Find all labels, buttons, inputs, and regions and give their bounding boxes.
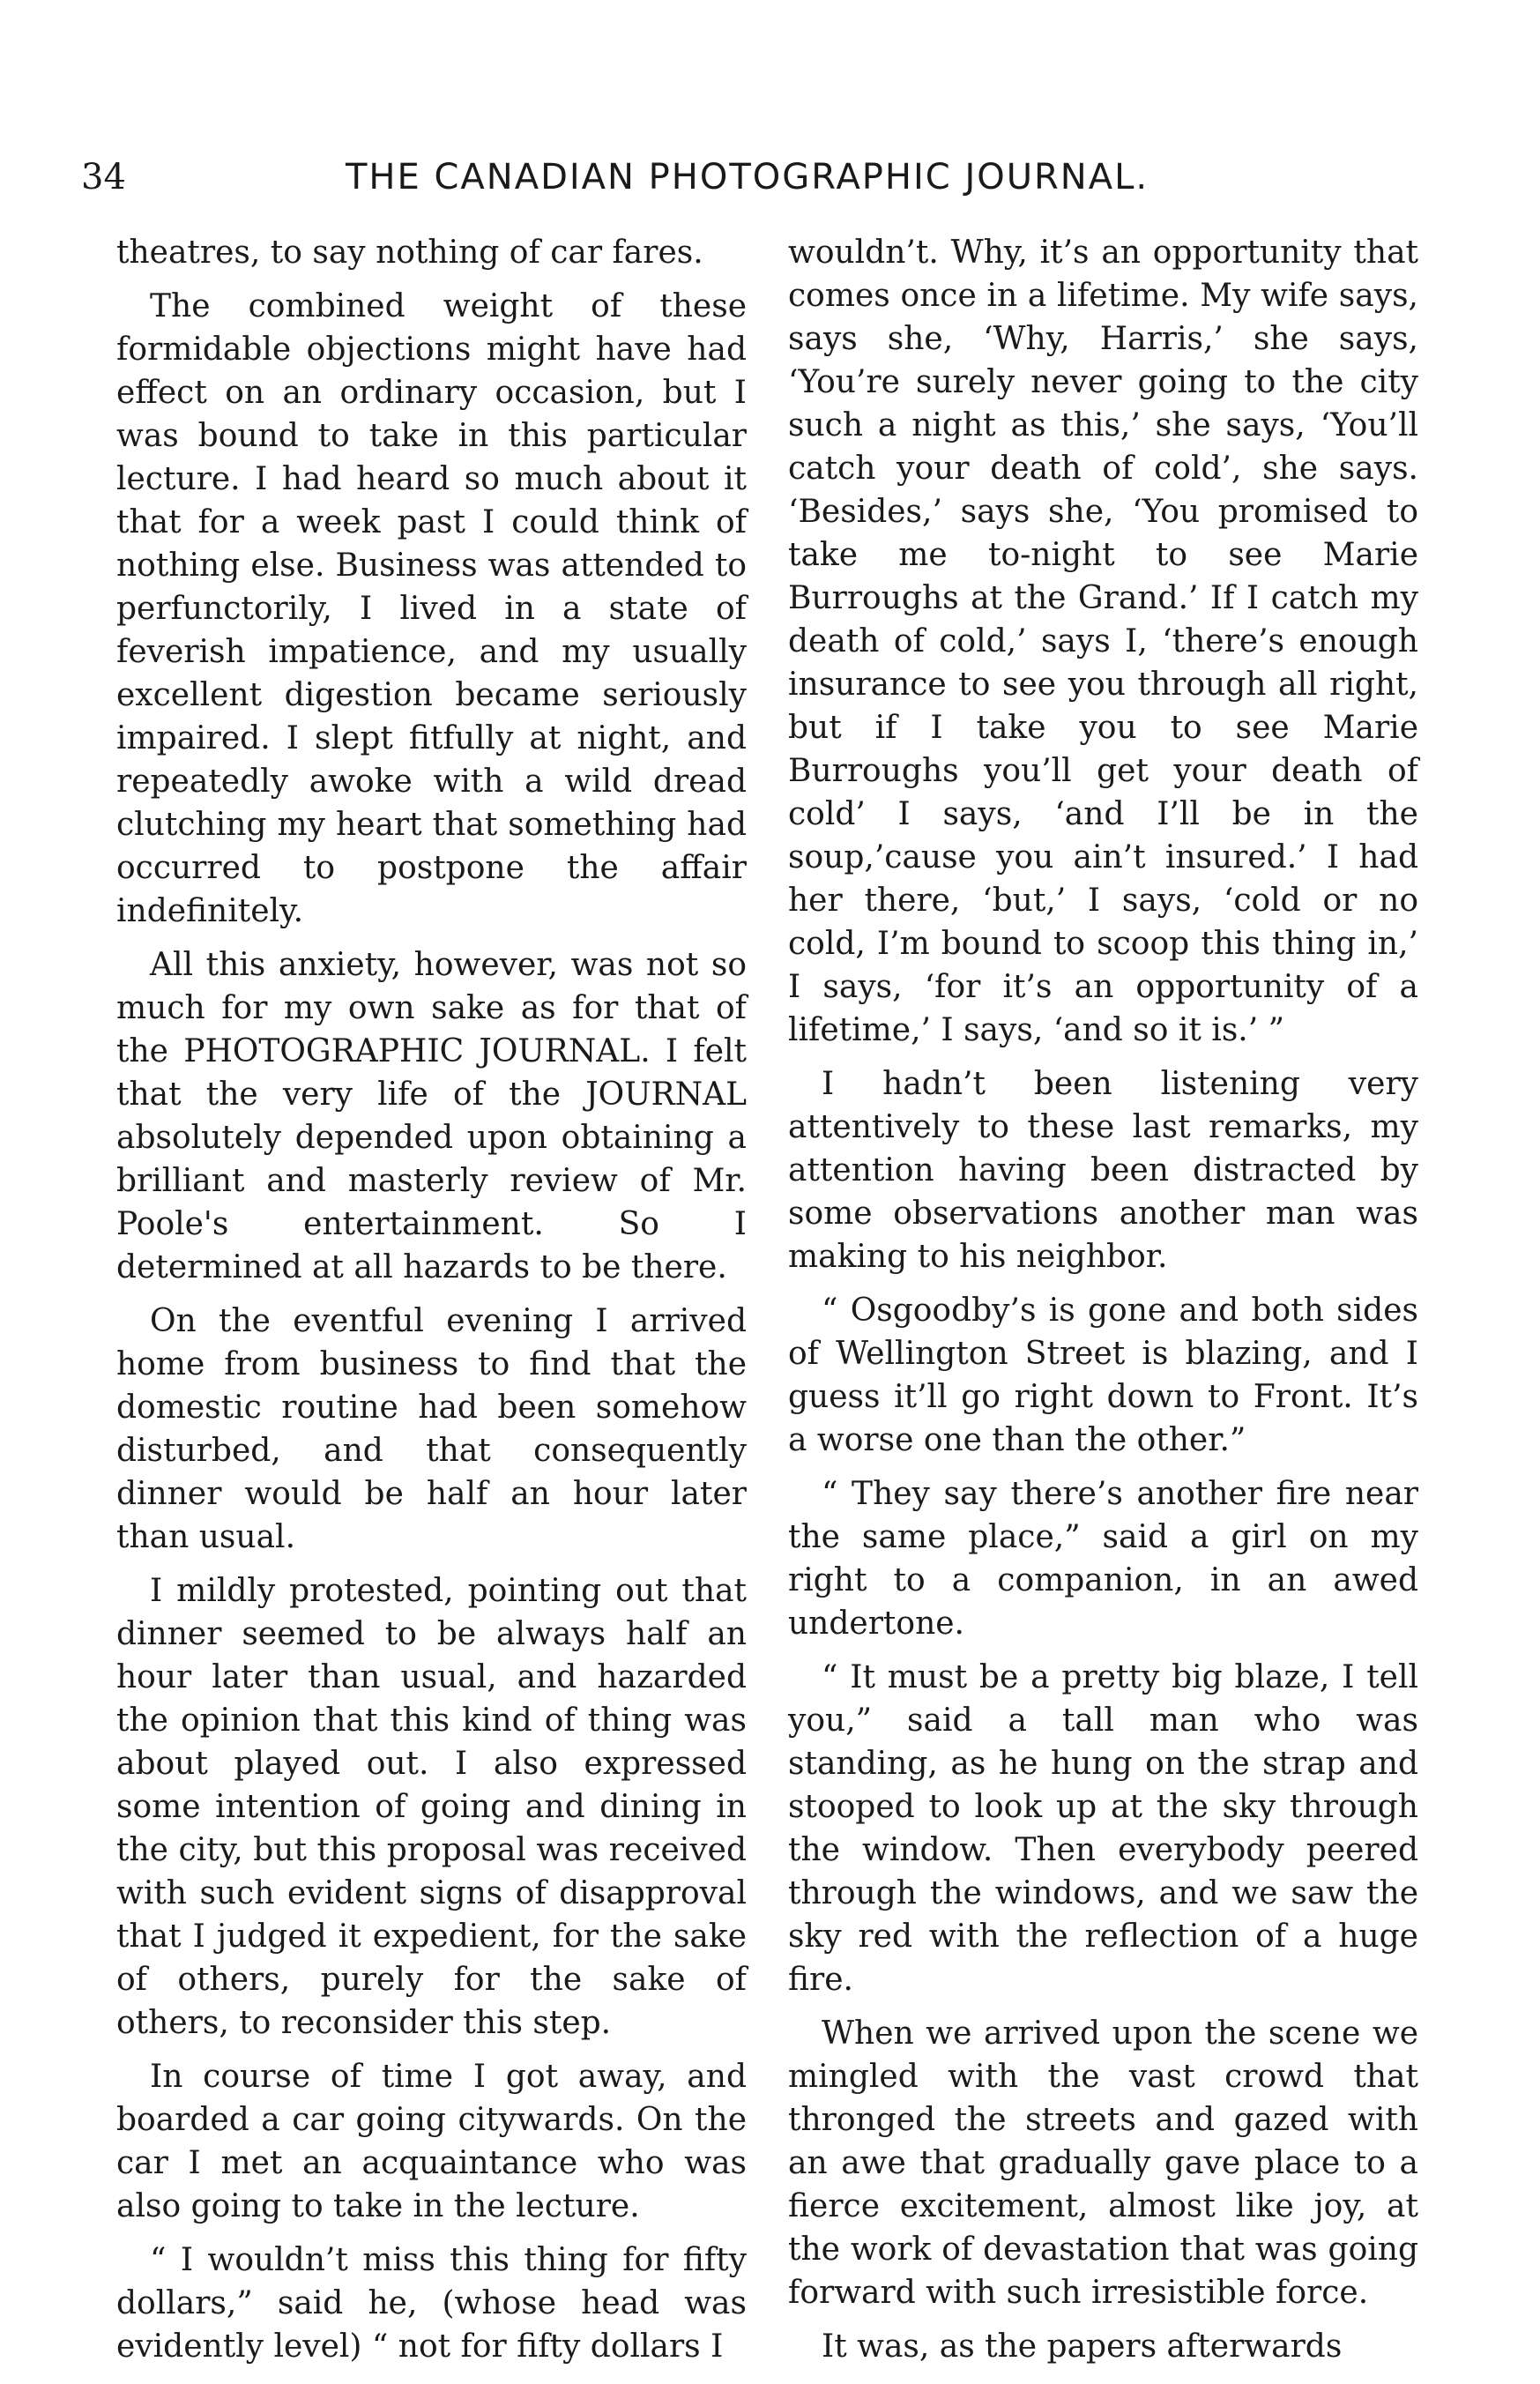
left-column — [116, 231, 747, 2379]
paragraph: “ They say there’s another fire near the same place,” said a girl on my right to a companion, in an awed undertone. — [788, 1476, 1418, 1642]
paragraph: “ I wouldn’t miss this thing for fifty dollars,” said he, (whose head was evidently level) “ not for fifty dollars I — [116, 2242, 747, 2365]
paragraph: In course of time I got away, and boarded a car going citywards. On the car I met an acquaintance who was also going to take in the lecture. — [116, 2059, 747, 2224]
right-column — [788, 231, 1418, 2379]
paragraph: When we arrived upon the scene we mingled with the vast crowd that thronged the streets and gazed with an awe that gradually gave place to a fierce excitement, almost like joy, at the work of devastation that was going forward with such irresistible force. — [788, 2015, 1418, 2311]
paragraph: It was, as the papers afterwards — [822, 2328, 1343, 2365]
paragraph: theatres, to say nothing of car fares. — [116, 235, 703, 271]
running-head-title: THE CANADIAN PHOTOGRAPHIC JOURNAL. — [346, 157, 1149, 197]
paragraph: The combined weight of these formidable objections might have had effect on an ordinary occasion, but I was bound to take in this particular lecture. I had heard so much about it that for a week past I could think of nothing else. Business was attended to perfunctorily, I lived in a state of feverish impatience, and my usually excellent digestion became seriously impaired. I slept fitfully at night, and repeatedly awoke with a wild dread clutching my heart that something had occurred to postpone the affair indefinitely. — [116, 288, 747, 929]
page-header — [81, 157, 1456, 210]
paragraph: I mildly protested, pointing out that dinner seemed to be always half an hour later than usual, and hazarded the opinion that this kind of thing was about played out. I also expressed some intention of going and dining in the city, but this proposal was received with such evident signs of disapproval that I judged it expedient, for the sake of others, purely for the sake of others, to reconsider this step. — [116, 1573, 747, 2041]
paragraph: “ Osgoodby’s is gone and both sides of Wellington Street is blazing, and I guess it’ll go right down to Front. It’s a worse one than the other.” — [788, 1293, 1418, 1458]
paragraph: “ It must be a pretty big blaze, I tell you,” said a tall man who was standing, as he hung on the strap and stooped to look up at the sky through the window. Then everybody peered through the windows, and we saw the sky red with the reflection of a huge fire. — [788, 1659, 1418, 1998]
paragraph: wouldn’t. Why, it’s an opportunity that comes once in a lifetime. My wife says, says she, ‘Why, Harris,’ she says, ‘You’re surely never going to the city such a night as this,’ she says, ‘You’ll catch your death of cold’, she says. ‘Besides,’ says she, ‘You promised to take me to-night to see Marie Burroughs at the Grand.’ If I catch my death of cold,’ says I, ‘there’s enough insurance to see you through all right, but if I take you to see Marie Burroughs you’ll get your death of cold’ I says, ‘and I’ll be in the soup,’cause you ain’t insured.’ I had her there, ‘but,’ I says, ‘cold or no cold, I’m bound to scoop this thing in,’ I says, ‘for it’s an opportunity of a lifetime,’ I says, ‘and so it is.’ ” — [788, 235, 1418, 1048]
page-number: 34 — [81, 157, 126, 197]
paragraph: I hadn’t been listening very attentively to these last remarks, my attention having been distracted by some observations another man was making to his neighbor. — [788, 1066, 1418, 1275]
paragraph: On the eventful evening I arrived home from business to find that the domestic routine had been somehow disturbed, and that consequently dinner would be half an hour later than usual. — [116, 1303, 747, 1555]
paragraph: All this anxiety, however, was not so much for my own sake as for that of the PHOTOGRAPHIC JOURNAL. I felt that the very life of the JOURNAL absolutely depended upon obtaining a brilliant and masterly review of Mr. Poole's entertainment. So I determined at all hazards to be there. — [116, 947, 747, 1285]
